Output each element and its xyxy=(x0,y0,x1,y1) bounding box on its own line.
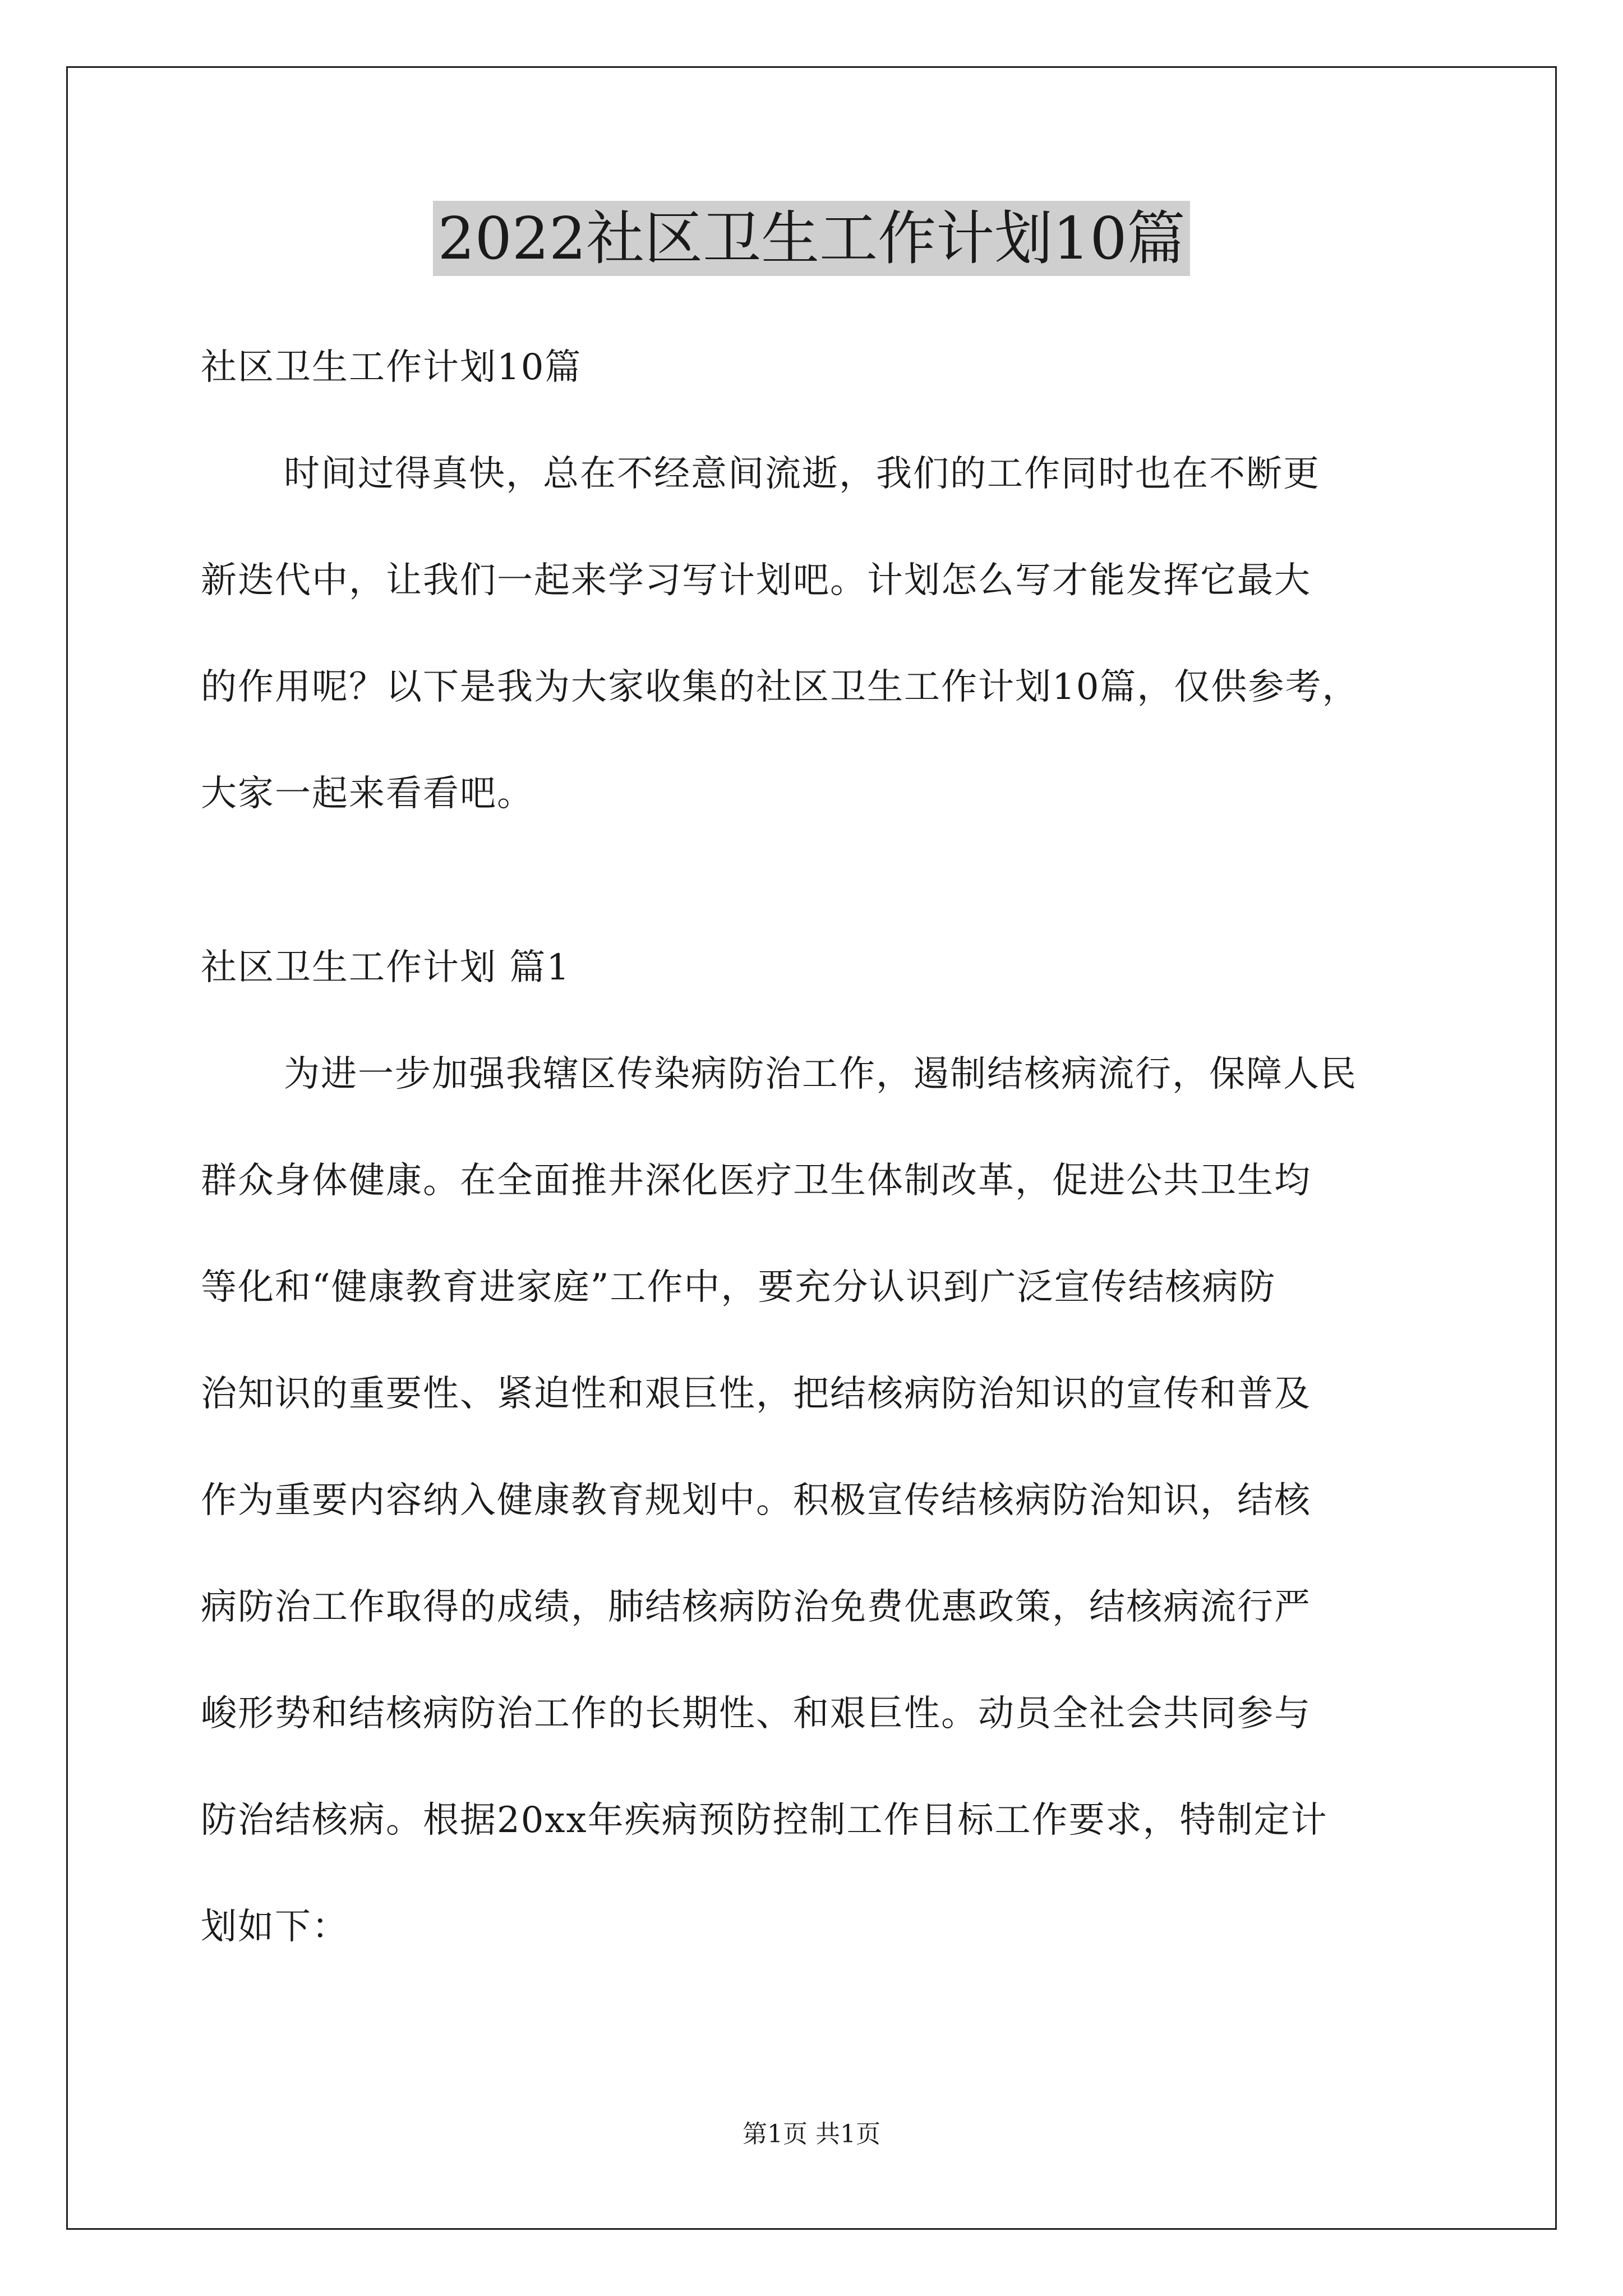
subtitle: 社区卫生工作计划10篇 xyxy=(201,347,582,388)
intro-line: 大家一起来看看吧。 xyxy=(201,773,534,815)
section-line: 等化和“健康教育进家庭”工作中，要充分认识到广泛宣传结核病防 xyxy=(201,1267,1276,1308)
intro-line: 新迭代中，让我们一起来学习写计划吧。计划怎么写才能发挥它最大 xyxy=(201,560,1311,601)
paragraph-gap xyxy=(201,847,1427,914)
section-line: 防治结核病。根据20xx年疾病预防控制工作目标工作要求，特制定计 xyxy=(201,1800,1328,1841)
document-title xyxy=(0,196,1623,280)
section-line: 治知识的重要性、紧迫性和艰巨性，把结核病防治知识的宣传和普及 xyxy=(201,1373,1311,1415)
intro-line: 的作用呢？以下是我为大家收集的社区卫生工作计划10篇，仅供参考， xyxy=(201,666,1359,708)
section-line: 病防治工作取得的成绩，肺结核病防治免费优惠政策，结核病流行严 xyxy=(201,1586,1311,1628)
document-body xyxy=(201,314,1427,1980)
document-title-text: 2022社区卫生工作计划10篇 xyxy=(433,201,1189,276)
section-heading: 社区卫生工作计划 篇1 xyxy=(201,947,571,988)
page-footer: 第1页 共1页 xyxy=(743,2120,880,2148)
section-line: 划如下： xyxy=(201,1906,349,1948)
section-line: 峻形势和结核病防治工作的长期性、和艰巨性。动员全社会共同参与 xyxy=(201,1693,1311,1734)
intro-line: 时间过得真快，总在不经意间流逝，我们的工作同时也在不断更 xyxy=(284,453,1320,495)
section-line: 为进一步加强我辖区传染病防治工作，遏制结核病流行，保障人民 xyxy=(284,1053,1357,1095)
section-line: 作为重要内容纳入健康教育规划中。积极宣传结核病防治知识，结核 xyxy=(201,1480,1311,1521)
section-line: 群众身体健康。在全面推井深化医疗卫生体制改革，促进公共卫生均 xyxy=(201,1160,1311,1202)
